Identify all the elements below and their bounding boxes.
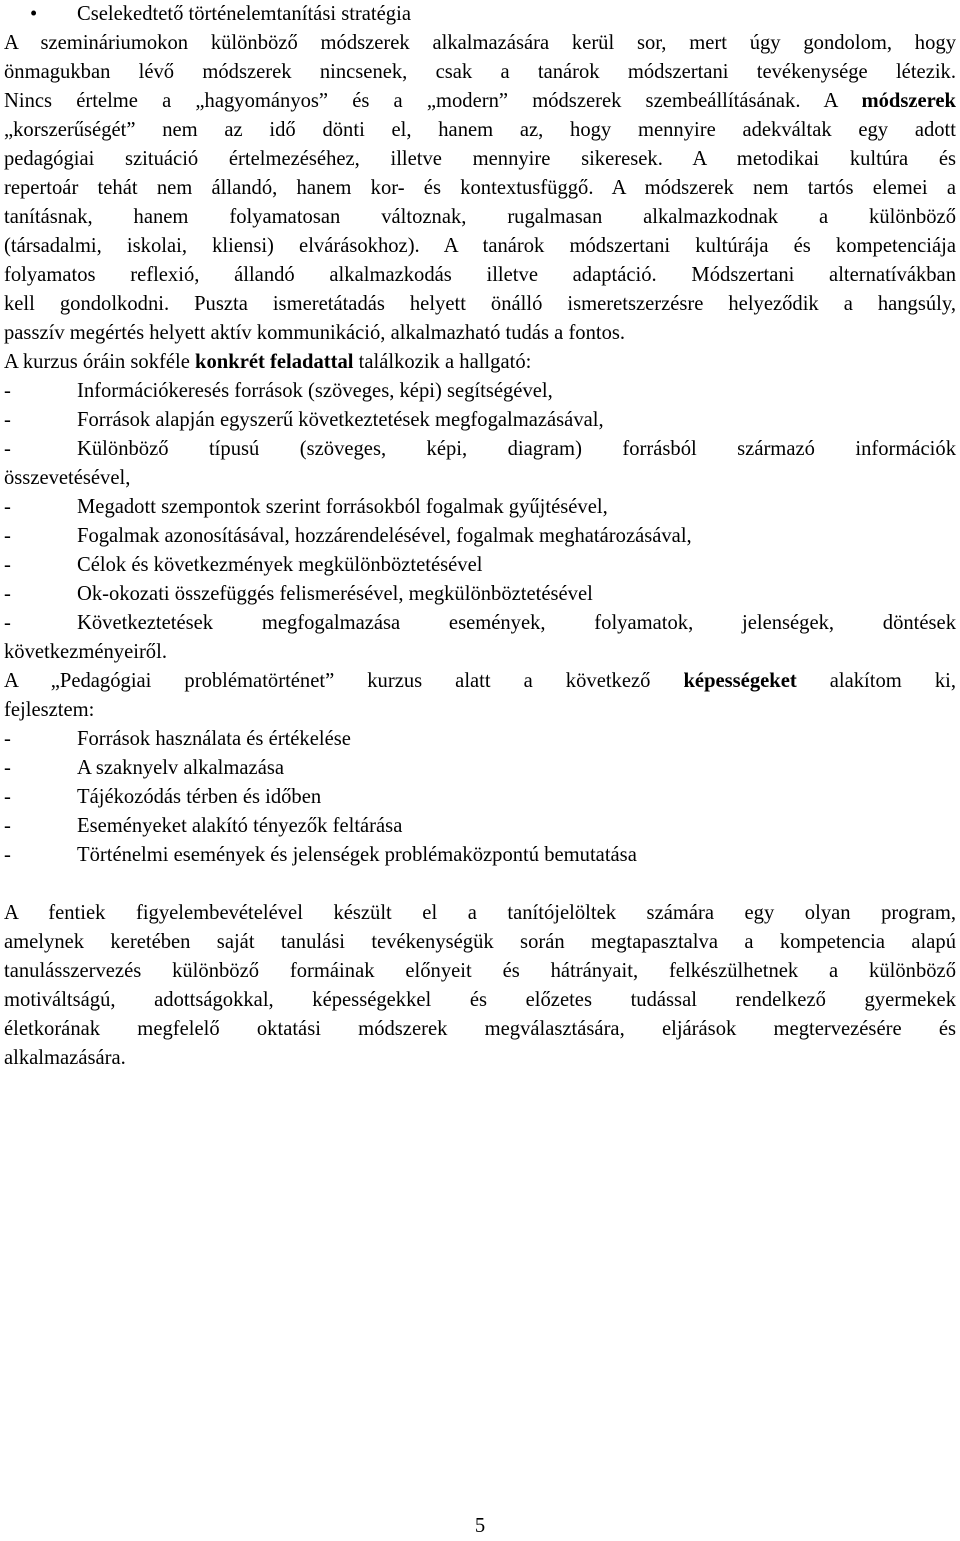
blank-line xyxy=(4,870,956,899)
paragraph-line: amelynek keretében saját tanulási tevékenységük során megtapasztalva a kompetencia alapú xyxy=(4,931,956,953)
list-item: - Fogalmak azonosításával, hozzárendelésével, fogalmak meghatározásával, xyxy=(4,525,692,547)
page-number: 5 xyxy=(474,1515,486,1537)
list-item-continuation: következményeiről. xyxy=(4,641,167,663)
list-item: - Különböző típusú (szöveges, képi, diagram) forrásból származó információk xyxy=(4,438,956,460)
paragraph-line: repertoár tehát nem állandó, hanem kor- és kontextusfüggő. A módszerek nem tartós elemei a xyxy=(4,177,956,199)
paragraph-line: tanulásszervezés különböző formáinak előnyeit és hátrányait, felkészülhetnek a különböző xyxy=(4,960,956,982)
conclusion-paragraph xyxy=(4,899,956,1073)
paragraph-line: „korszerűségét” nem az idő dönti el, hanem az, hogy mennyire adekváltak egy adott xyxy=(4,119,956,141)
paragraph-line: folyamatos reflexió, állandó alkalmazkodás illetve adaptáció. Módszertani alternatívákban xyxy=(4,264,956,286)
paragraph-line: motiváltságú, adottságokkal, képességekkel és előzetes tudással rendelkező gyermekek xyxy=(4,989,956,1011)
list-item: - Források alapján egyszerű következtetések megfogalmazásával, xyxy=(4,409,604,431)
list-item: - Tájékozódás térben és időben xyxy=(4,786,322,808)
paragraph-line: passzív megértés helyett aktív kommunikáció, alkalmazható tudás a fontos. xyxy=(4,322,626,344)
document-page xyxy=(4,0,956,1073)
tasks-intro: A kurzus óráin sokféle konkrét feladattal találkozik a hallgató: xyxy=(4,351,532,373)
skills-section xyxy=(4,667,956,870)
paragraph-line: Nincs értelme a „hagyományos” és a „modern” módszerek szembeállításának. A módszerek xyxy=(4,90,956,112)
list-item: - Megadott szempontok szerint forrásokból fogalmak gyűjtésével, xyxy=(4,496,608,518)
list-item: - Információkeresés források (szöveges, képi) segítségével, xyxy=(4,380,553,402)
bullet-icon: • xyxy=(30,3,38,25)
paragraph-line: életkorának megfelelő oktatási módszerek megválasztására, eljárások megtervezésére és xyxy=(4,1018,956,1040)
paragraph-line: A szemináriumokon különböző módszerek alkalmazására kerül sor, mert úgy gondolom, hogy xyxy=(4,32,956,54)
list-item: - Eseményeket alakító tényezők feltárása xyxy=(4,815,403,837)
list-item-continuation: összevetésével, xyxy=(4,467,131,489)
heading-text: Cselekedtető történelemtanítási stratégia xyxy=(77,3,411,25)
paragraph-line: alkalmazására. xyxy=(4,1047,126,1069)
list-item: - Következtetések megfogalmazása események, folyamatok, jelenségek, döntések xyxy=(4,612,956,634)
paragraph-line: tanításnak, hanem folyamatosan változnak, rugalmasan alkalmazkodnak a különböző xyxy=(4,206,956,228)
tasks-section xyxy=(4,348,956,667)
bold-term: módszerek xyxy=(861,90,956,112)
section-heading xyxy=(4,0,956,29)
skills-intro-continuation: fejlesztem: xyxy=(4,699,95,721)
paragraph-line: pedagógiai szituáció értelmezéséhez, illetve mennyire sikeresek. A metodikai kultúra és xyxy=(4,148,956,170)
list-item: - Ok-okozati összefüggés felismerésével, megkülönböztetésével xyxy=(4,583,593,605)
list-item: - Történelmi események és jelenségek problémaközpontú bemutatása xyxy=(4,844,637,866)
list-item: - A szaknyelv alkalmazása xyxy=(4,757,284,779)
skills-intro: A „Pedagógiai problématörténet” kurzus alatt a következő képességeket alakítom ki, xyxy=(4,670,956,692)
paragraph-line: kell gondolkodni. Puszta ismeretátadás helyett önálló ismeretszerzésre helyeződik a hangsúly, xyxy=(4,293,956,315)
methods-paragraph xyxy=(4,29,956,348)
list-item: - Célok és következmények megkülönböztetésével xyxy=(4,554,483,576)
paragraph-line: önmagukban lévő módszerek nincsenek, csak a tanárok módszertani tevékenysége létezik. xyxy=(4,61,956,83)
paragraph-line: (társadalmi, iskolai, kliensi) elvárásokhoz). A tanárok módszertani kultúrája és kompetenciája xyxy=(4,235,956,257)
bold-term: konkrét feladattal xyxy=(195,351,354,373)
paragraph-line: A fentiek figyelembevételével készült el a tanítójelöltek számára egy olyan program, xyxy=(4,902,956,924)
list-item: - Források használata és értékelése xyxy=(4,728,351,750)
bold-term: képességeket xyxy=(683,670,797,692)
